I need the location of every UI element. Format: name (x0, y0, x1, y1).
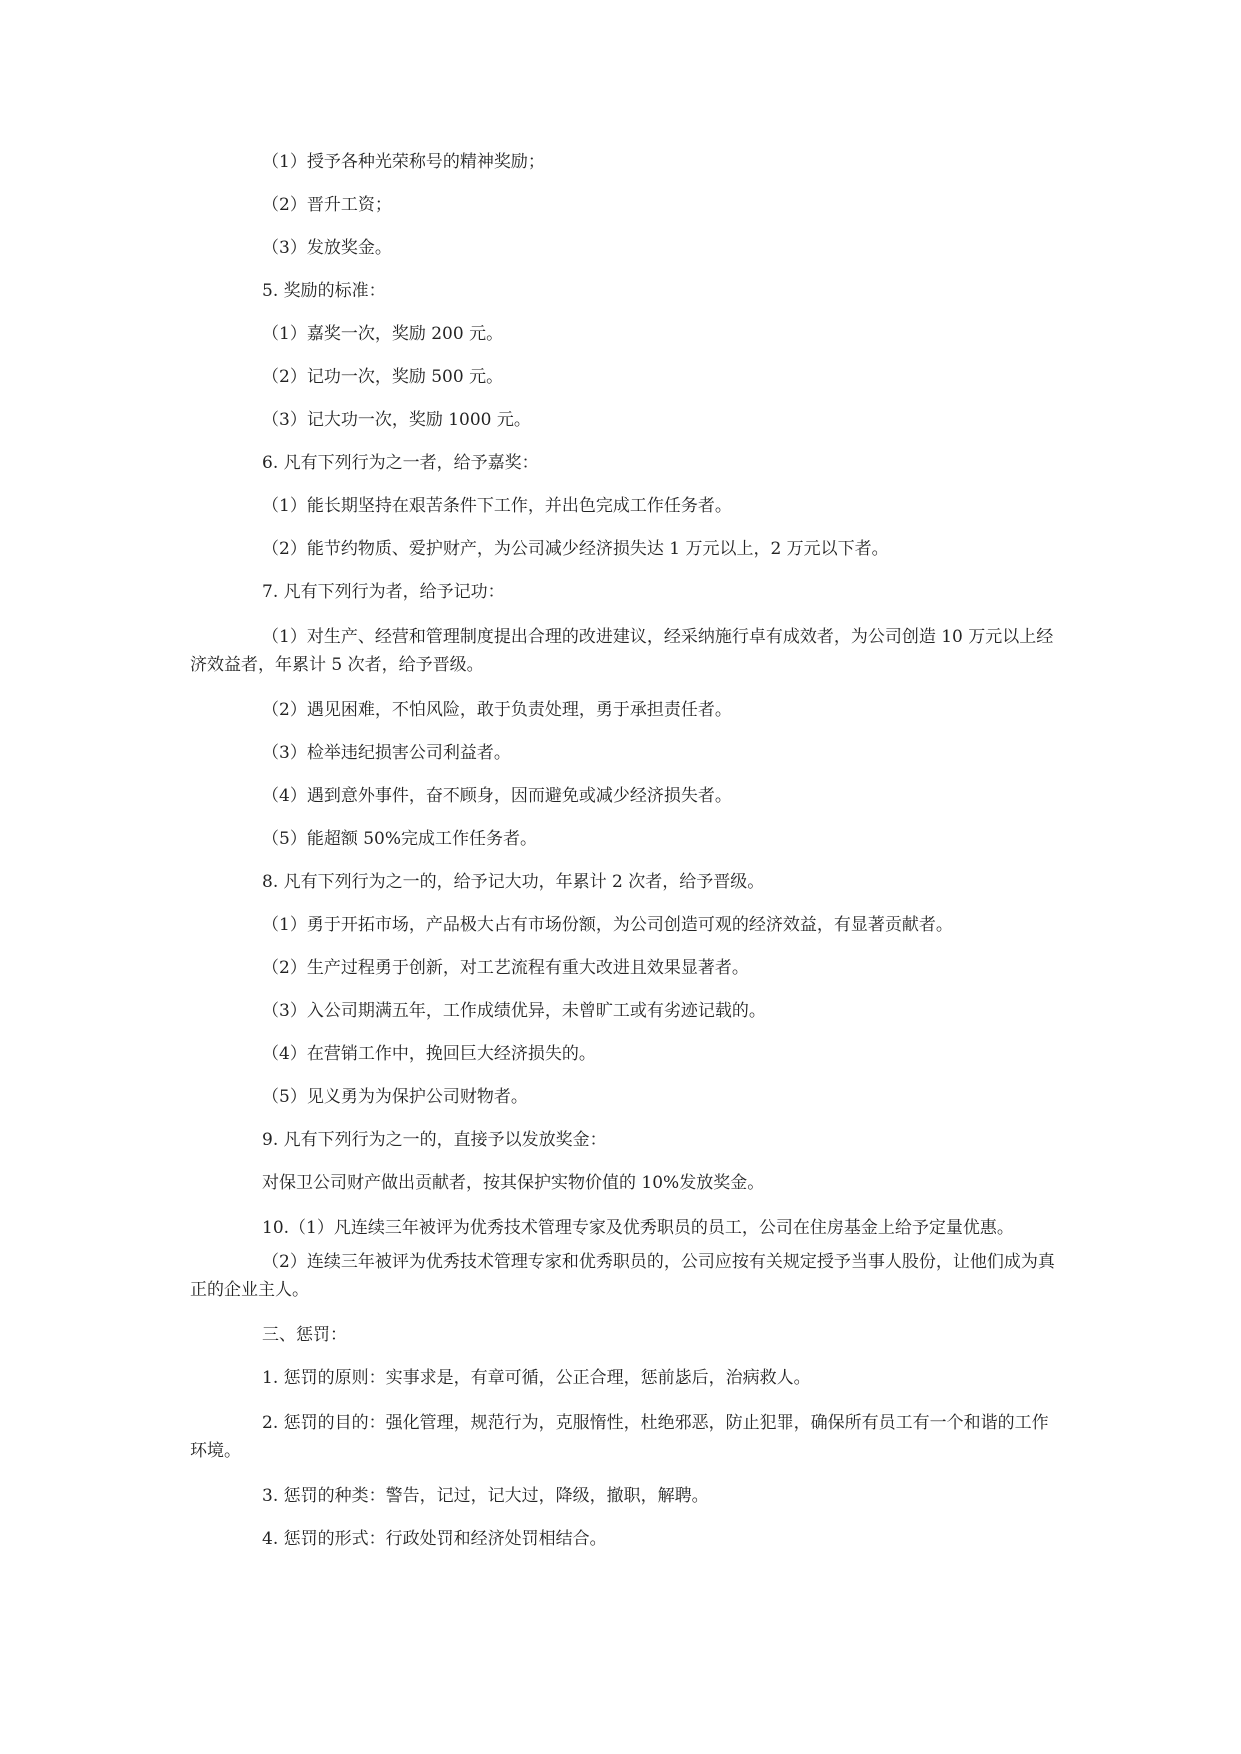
section-5-heading: 5. 奖励的标准： (262, 281, 386, 301)
paragraph-15: （4）遇到意外事件，奋不顾身，因而避免或减少经济损失者。 (262, 786, 732, 806)
paragraph-18: （1）勇于开拓市场，产品极大占有市场份额，为公司创造可观的经济效益，有显著贡献者。 (262, 915, 953, 935)
paragraph-26: （2）连续三年被评为优秀技术管理专家和优秀职员的，公司应按有关规定授予当事人股份，让他们成为真正的企业主人。 (190, 1252, 1055, 1300)
document-body (190, 150, 1060, 1570)
paragraph-1: （1）授予各种光荣称号的精神奖励； (262, 152, 545, 172)
paragraph-5: （1）嘉奖一次，奖励 200 元。 (262, 324, 504, 344)
paragraph-30: 3. 惩罚的种类：警告，记过，记大过，降级，撤职，解聘。 (262, 1486, 709, 1506)
paragraph-24: 对保卫公司财产做出贡献者，按其保护实物价值的 10%发放奖金。 (262, 1173, 765, 1193)
section-3-heading: 三、惩罚： (262, 1325, 347, 1345)
paragraph-12: （1）对生产、经营和管理制度提出合理的改进建议，经采纳施行卓有成效者，为公司创造 10 万元以上经济效益者，年累计 5 次者，给予晋级。 (190, 627, 1054, 675)
paragraph-21: （4）在营销工作中，挽回巨大经济损失的。 (262, 1044, 596, 1064)
paragraph-19: （2）生产过程勇于创新，对工艺流程有重大改进且效果显著者。 (262, 958, 749, 978)
paragraph-3: （3）发放奖金。 (262, 238, 392, 258)
paragraph-10: （2）能节约物质、爱护财产，为公司减少经济损失达 1 万元以上，2 万元以下者。 (262, 539, 889, 559)
paragraph-20: （3）入公司期满五年，工作成绩优异，未曾旷工或有劣迹记载的。 (262, 1001, 766, 1021)
section-6-heading: 6. 凡有下列行为之一者，给予嘉奖： (262, 453, 539, 473)
section-8-heading: 8. 凡有下列行为之一的，给予记大功，年累计 2 次者，给予晋级。 (262, 872, 765, 892)
paragraph-7: （3）记大功一次，奖励 1000 元。 (262, 410, 531, 430)
paragraph-2: （2）晋升工资； (262, 195, 392, 215)
paragraph-9: （1）能长期坚持在艰苦条件下工作，并出色完成工作任务者。 (262, 496, 732, 516)
paragraph-29: 2. 惩罚的目的：强化管理，规范行为，克服惰性，杜绝邪恶，防止犯罪，确保所有员工有一个和谐的工作环境。 (190, 1413, 1049, 1461)
paragraph-28: 1. 惩罚的原则：实事求是，有章可循，公正合理，惩前毖后，治病救人。 (262, 1368, 811, 1388)
paragraph-13: （2）遇见困难，不怕风险，敢于负责处理，勇于承担责任者。 (262, 700, 732, 720)
paragraph-31: 4. 惩罚的形式：行政处罚和经济处罚相结合。 (262, 1529, 607, 1549)
paragraph-6: （2）记功一次，奖励 500 元。 (262, 367, 504, 387)
paragraph-25: 10.（1）凡连续三年被评为优秀技术管理专家及优秀职员的员工，公司在住房基金上给予定量优惠。 (262, 1218, 1014, 1238)
paragraph-22: （5）见义勇为为保护公司财物者。 (262, 1087, 528, 1107)
paragraph-14: （3）检举违纪损害公司利益者。 (262, 743, 511, 763)
paragraph-16: （5）能超额 50%完成工作任务者。 (262, 829, 538, 849)
section-9-heading: 9. 凡有下列行为之一的，直接予以发放奖金： (262, 1130, 607, 1150)
section-7-heading: 7. 凡有下列行为者，给予记功： (262, 582, 505, 602)
